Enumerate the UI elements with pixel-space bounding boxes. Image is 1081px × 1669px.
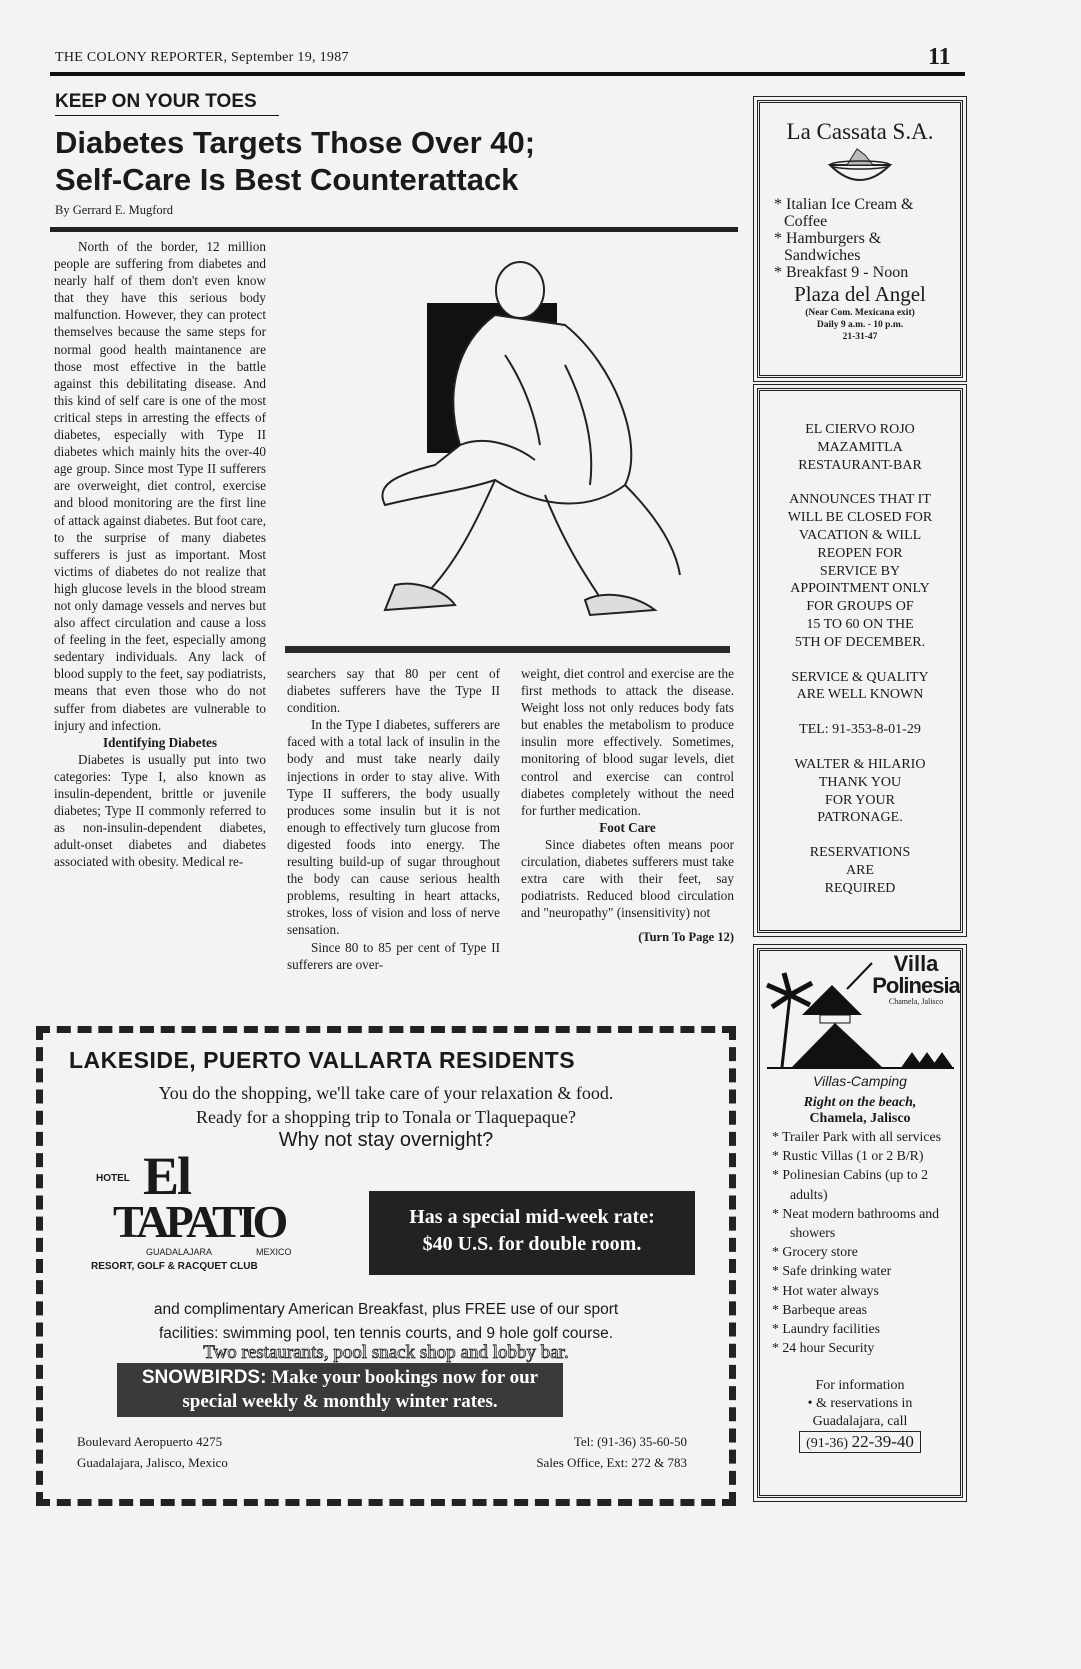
bullet-asterisk-icon: * [772,1129,783,1144]
snowbirds-line-1: Make your bookings now for our [271,1367,539,1388]
villa-amenity-text: Rustic Villas (1 or 2 B/R) [782,1148,924,1164]
article-rule-middle [285,646,730,653]
ciervo-block: ANNOUNCES THAT IT WILL BE CLOSED FOR VACATION & WILL REOPEN FOR SERVICE BY APPOINTMENT ONLY FOR GROUPS OF 15 TO 60 ON THE 5TH OF DECEMBER. [787,492,933,650]
cassata-near: (Near Com. Mexicana exit) [805,308,915,318]
bullet-asterisk-icon: * [772,1167,783,1183]
article-subheading: Identifying Diabetes [103,734,217,750]
cassata-items [760,196,960,281]
address-line-2: Guadalajara, Jalisco, Mexico [77,1455,228,1470]
bullet-asterisk-icon: * [772,1244,783,1260]
article-paragraph: Diabetes is usually put into two categories: Type I, also known as insulin-dependent, brittle or juvenile diabetes; Type II commonly referred to as non-insulin-dependent diabetes, adult-onset diabetes and diabetes associated with obesity. Medical re- [54,751,266,870]
article-subheading: Foot Care [599,819,656,835]
la-cassata-ad [757,100,963,378]
ciervo-block: EL CIERVO ROJO MAZAMITLA RESTAURANT-BAR [798,422,922,473]
villa-amenity [768,1261,960,1280]
article-paragraph: Since diabetes often means poor circulation, diabetes sufferers must take extra care with their feet, say podiatrists. Reduced blood circulation and "neuropathy" (insensitivity) not [521,836,734,921]
villa-amenity-text: Neat modern bathrooms and showers [782,1205,940,1241]
villa-phone: 22-39-40 [851,1432,914,1452]
illustration-seated-man [335,245,725,630]
masthead-publication: THE COLONY REPORTER, September 19, 1987 [55,50,349,65]
villa-polinesia-ad [757,948,963,1498]
cassata-item [774,264,960,281]
logo-hotel: HOTEL [96,1173,130,1184]
logo-tapatio: TAPATIO [113,1196,285,1247]
bullet-asterisk-icon: * [772,1148,783,1164]
ad-title: LAKESIDE, PUERTO VALLARTA RESIDENTS [69,1047,576,1073]
villa-type: Villas-Camping [813,1073,907,1089]
villa-amenity-text: Polinesian Cabins (up to 2 adults) [782,1167,928,1202]
villa-name-1: Villa [893,951,939,976]
ad-restaurants: Two restaurants, pool snack shop and lobby bar. [203,1342,569,1363]
headline-line-2: Self-Care Is Best Counterattack [55,162,519,197]
villa-amenity-text: Laundry facilities [782,1321,881,1337]
continued-on-page: (Turn To Page 12) [638,930,734,945]
villa-amenity-text: Hot water always [782,1282,879,1298]
rate-box [369,1191,695,1275]
cassata-item [774,230,960,264]
villa-tagline-2: Chamela, Jalisco [809,1111,911,1126]
ad-amenities-1: and complimentary American Breakfast, plus FREE use of our sport [153,1301,619,1318]
bullet-asterisk-icon: * [772,1340,783,1356]
logo-city: GUADALAJARA [146,1247,213,1257]
villa-amenity [768,1146,960,1165]
article-column-3 [521,665,734,947]
villa-tagline-1: Right on the beach, [803,1095,917,1110]
cassata-location: Plaza del Angel [794,282,926,306]
villa-info: For information • & reservations in Guadalajara, call [807,1378,913,1430]
villa-amenity [768,1319,960,1338]
ice-cream-bowl-icon [825,145,895,191]
el-ciervo-rojo-ad [757,388,963,933]
cassata-name: La Cassata S.A. [786,119,934,144]
logo-country: MEXICO [256,1247,292,1257]
ciervo-block: WALTER & HILARIO THANK YOU FOR YOUR PATRONAGE. [794,756,926,826]
snowbirds-line-2: special weekly & monthly winter rates. [182,1391,498,1412]
villa-logo-text [868,953,964,1006]
cassata-phone: 21-31-47 [842,332,878,342]
bullet-asterisk-icon: * [772,1301,783,1317]
ad-line-overnight: Why not stay overnight? [278,1129,494,1151]
ciervo-block: RESERVATIONS ARE REQUIRED [809,845,911,896]
cassata-item [774,196,960,230]
snowbirds-box [117,1363,563,1417]
address-line-1: Boulevard Aeropuerto 4275 [77,1434,223,1449]
article-paragraph: weight, diet control and exercise are the first methods to attack the disease. Weight loss not only reduces body fats but enables the metabolism to produce insulin more effectively. Sometimes, monitoring of blood sugar levels, diet control and exercise can control diabetes completely without the need for further medication. [521,666,734,818]
villa-amenity [768,1127,960,1146]
ad-amenities-2: facilities: swimming pool, ten tennis courts, and 9 hole golf course. [158,1325,614,1342]
cassata-hours: Daily 9 a.m. - 10 p.m. [816,320,904,330]
rate-line-1: Has a special mid-week rate: [409,1206,655,1228]
ad-sales-office: Sales Office, Ext: 272 & 783 [536,1455,687,1470]
ad-address [77,1431,228,1473]
cassata-item-text: * Breakfast 9 - Noon [774,264,909,281]
cassata-item-text: * Italian Ice Cream & Coffee [774,196,914,230]
ciervo-block: SERVICE & QUALITY ARE WELL KNOWN [791,669,929,703]
ad-phone: Tel: (91-36) 35-60-50 [573,1434,687,1449]
el-tapatio-logo [91,1146,341,1276]
bullet-asterisk-icon: * [772,1205,783,1221]
villa-phone-box [799,1431,921,1453]
article-paragraph: North of the border, 12 million people are suffering from diabetes and nearly half of them don't even know that they have this serious body malfunction. However, they can protect themselves because the same steps for normal good health maintanence are those most effective in the battle against this debilitating disease. And this kind of self care is one of the most critical steps in arresting the effects of diabetes, especially with Type II diabetes which mainly hits the over-40 age group. Since most Type II sufferers are overweight, diet control, exercise and blood monitoring are the first line of attack against diabetes. But foot care, to the surprise of many diabetes sufferers is just as important. Most victims of diabetes do not realize that high glucose levels in the blood stream not only damage vessels and nerves but also affect circulation and cause a loss of feeling in the feet, especially among sedentary individuals. Any lack of blood supply to the feet, say podiatrists, means that even those who do not suffer from diabetes are vulnerable to injury and infection. [54,239,266,733]
villa-amenity [768,1165,960,1203]
ad-line-trip: Ready for a shopping trip to Tonala or Tlaquepaque? [196,1107,576,1127]
article-column-1 [54,238,266,870]
article-kicker: KEEP ON YOUR TOES [55,91,279,116]
villa-phone-prefix: (91-36) [806,1436,849,1452]
article-headline [55,124,745,198]
article-column-2 [287,665,500,973]
article-byline: By Gerrard E. Mugford [55,203,174,217]
page-number: 11 [928,44,951,70]
villa-logo-place: Chamela, Jalisco [888,997,944,1006]
villa-amenity-text: Barbeque areas [782,1301,868,1317]
article-paragraph: searchers say that 80 per cent of diabetes sufferers have the Type II condition. [287,666,500,716]
villa-amenity [768,1300,960,1319]
villa-amenity [768,1242,960,1261]
article-paragraph: Since 80 to 85 per cent of Type II sufferers are over- [287,939,500,972]
article-paragraph: In the Type I diabetes, sufferers are faced with a total lack of insulin in the body and must take nearly daily injections in order to stay alive. With Type II sufferers, the body usually produces some insulin but it is not enough to effectively turn glucose from digested foods into energy. The resulting build-up of sugar throughout the body can cause serious health problems, resulting in heart attacks, strokes, loss of vision and loss of nerve sensation. [287,717,500,938]
villa-amenity [768,1338,960,1357]
villa-amenity [768,1204,960,1242]
logo-el: El [143,1146,191,1206]
villa-amenity-text: Safe drinking water [782,1263,892,1279]
bullet-asterisk-icon: * [772,1321,783,1337]
snowbirds-lead: SNOWBIRDS: [141,1367,267,1388]
rate-line-2: $40 U.S. for double room. [422,1233,642,1255]
villa-amenity-text: 24 hour Security [782,1340,875,1356]
ad-contact [536,1431,687,1473]
bullet-asterisk-icon: * [772,1282,783,1298]
hotel-el-tapatio-ad [36,1026,736,1506]
villa-name-2: Polinesia [872,973,960,998]
masthead-rule [50,72,965,76]
cassata-item-text: * Hamburgers & Sandwiches [774,230,882,264]
ciervo-text [760,421,960,898]
ciervo-block: TEL: 91-353-8-01-29 [799,722,921,738]
villa-amenity-text: Trailer Park with all services [782,1129,941,1144]
article-rule [50,227,738,232]
villa-amenities [760,1127,960,1357]
headline-line-1: Diabetes Targets Those Over 40; [55,125,536,160]
ad-line-shopping: You do the shopping, we'll take care of your relaxation & food. [158,1083,614,1103]
villa-amenity [768,1281,960,1300]
bullet-asterisk-icon: * [772,1263,783,1279]
logo-tagline: RESORT, GOLF & RACQUET CLUB [91,1261,258,1272]
villa-amenity-text: Grocery store [782,1244,858,1260]
